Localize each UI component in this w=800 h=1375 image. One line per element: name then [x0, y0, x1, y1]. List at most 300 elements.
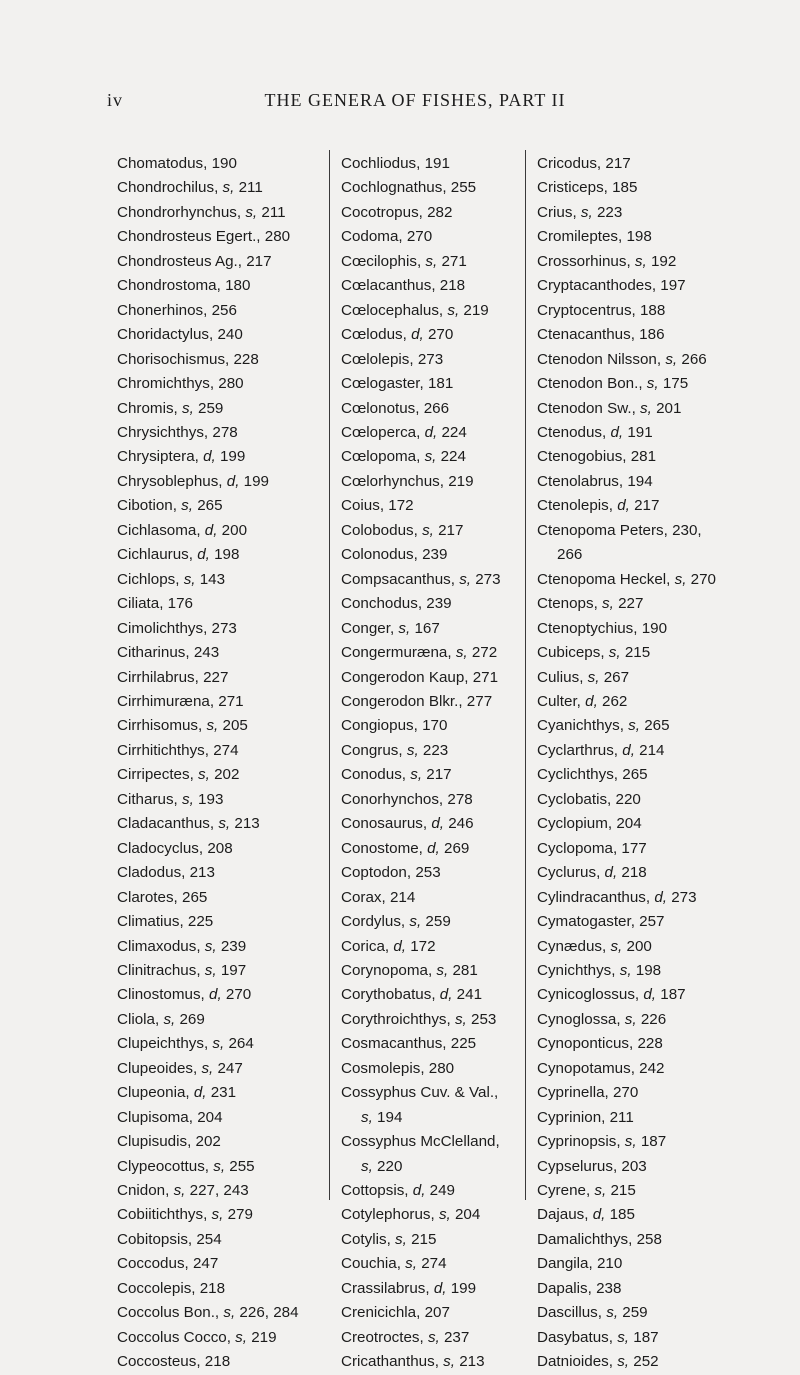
page-reference: 187 — [629, 1328, 659, 1346]
page-reference: 213 — [454, 1353, 485, 1371]
index-entry — [117, 152, 327, 176]
genus-name: Cynicoglossus, — [537, 986, 640, 1004]
index-entry — [117, 592, 327, 616]
page-reference: 228 — [633, 1035, 663, 1053]
status-marker: s, — [421, 252, 438, 270]
genus-name: Cyclobatis, — [537, 790, 612, 808]
index-column-3 — [537, 152, 737, 1375]
genus-name: Colonodus, — [341, 546, 418, 564]
genus-name: Dajaus, — [537, 1206, 589, 1224]
index-entry — [341, 959, 518, 983]
index-entry — [537, 421, 737, 445]
genus-name: Ctenops, — [537, 595, 598, 613]
index-entry — [341, 1301, 518, 1325]
page-reference: 200 — [622, 937, 652, 955]
genus-name: Chondrorhynchus, — [117, 203, 242, 221]
genus-name: Cladodus, — [117, 864, 186, 882]
page-reference: 197 — [216, 961, 247, 979]
status-marker: s, — [661, 350, 678, 368]
status-marker: s, — [361, 1157, 373, 1175]
index-entry — [537, 1057, 737, 1081]
page-number: iv — [107, 90, 124, 110]
page-reference: 218 — [435, 277, 466, 295]
page-reference: 266 — [419, 399, 450, 417]
genus-name: Cœlocephalus, — [341, 301, 444, 319]
index-entry — [117, 225, 327, 249]
index-entry — [537, 1203, 737, 1227]
index-entry — [117, 812, 327, 836]
page-reference: 187 — [656, 986, 686, 1004]
page-reference: 242 — [634, 1059, 665, 1077]
status-marker: s, — [218, 179, 235, 197]
status-marker: s, — [179, 570, 196, 588]
genus-name: Cyprinion, — [537, 1108, 606, 1126]
status-marker: d, — [435, 986, 453, 1004]
page-reference: 266 — [677, 350, 707, 368]
page-reference: 227 — [613, 595, 644, 613]
status-marker: s, — [420, 448, 437, 466]
index-entry — [341, 1228, 518, 1252]
genus-name: Cirrhimuræna, — [117, 692, 215, 710]
genus-name: Cichlasoma, — [117, 521, 201, 539]
status-marker: s, — [400, 1255, 417, 1273]
page-reference: 271 — [468, 668, 499, 686]
page-reference: 217 — [241, 252, 272, 270]
genus-name: Clupisoma, — [117, 1108, 193, 1126]
status-marker: s, — [202, 717, 219, 735]
genus-name: Cyclichthys, — [537, 766, 619, 784]
page-reference: 230, — [667, 521, 702, 539]
page-reference: 239 — [422, 595, 452, 613]
genus-name: Clupisudis, — [117, 1133, 192, 1151]
index-entry — [341, 445, 518, 469]
page-reference: 217 — [433, 521, 464, 539]
status-marker: d, — [612, 497, 630, 515]
page-reference: 269 — [175, 1010, 205, 1028]
page-reference: 199 — [239, 472, 269, 490]
index-entry — [341, 1081, 518, 1105]
status-marker: s, — [230, 1328, 247, 1346]
genus-name: Cyrene, — [537, 1182, 591, 1200]
genus-name: Cynichthys, — [537, 961, 616, 979]
page-reference: 188 — [635, 301, 666, 319]
index-entry — [117, 323, 327, 347]
page-reference: 262 — [597, 692, 628, 710]
index-entry — [537, 910, 737, 934]
status-marker: s, — [451, 644, 468, 662]
genus-name: Cirrhisomus, — [117, 717, 203, 735]
status-marker: s, — [394, 619, 411, 637]
genus-name: Chondrochilus, — [117, 179, 219, 197]
index-entry — [341, 299, 518, 323]
page-reference: 194 — [623, 472, 653, 490]
page-reference: 215 — [406, 1230, 437, 1248]
genus-name: Corythobatus, — [341, 986, 436, 1004]
index-entry — [341, 617, 518, 641]
status-marker: s, — [615, 961, 632, 979]
index-entry — [341, 910, 518, 934]
genus-name: Cryptocentrus, — [537, 301, 636, 319]
index-entry — [537, 935, 737, 959]
genus-name: Chonerhinos, — [117, 301, 208, 319]
index-column-2 — [341, 152, 518, 1375]
genus-name: Corythroichthys, — [341, 1010, 451, 1028]
index-entry — [537, 1081, 737, 1105]
index-entry — [537, 861, 737, 885]
index-entry — [537, 788, 737, 812]
index-entry — [341, 1203, 518, 1227]
genus-name: Cochlognathus, — [341, 179, 447, 197]
genus-name: Couchia, — [341, 1255, 401, 1273]
genus-name: Congermuræna, — [341, 644, 452, 662]
genus-name: Culter, — [537, 692, 581, 710]
index-entry — [117, 250, 327, 274]
index-entry — [537, 763, 737, 787]
genus-name: Clarotes, — [117, 888, 178, 906]
genus-name: Ciliata, — [117, 595, 164, 613]
index-entry — [537, 1106, 737, 1130]
page-reference: 265 — [177, 888, 208, 906]
index-entry — [341, 1155, 518, 1179]
page-reference: 197 — [656, 277, 686, 295]
page-reference: 264 — [224, 1035, 254, 1053]
genus-name: Congiopus, — [341, 717, 418, 735]
page-reference: 219 — [459, 301, 489, 319]
index-entry — [117, 1179, 327, 1203]
index-entry — [341, 1252, 518, 1276]
page-reference: 143 — [195, 570, 226, 588]
index-entry — [341, 1008, 518, 1032]
index-entry — [537, 1008, 737, 1032]
index-entry — [117, 861, 327, 885]
genus-name: Cyprinella, — [537, 1084, 609, 1102]
genus-name: Cœloperca, — [341, 423, 421, 441]
genus-name: Cottopsis, — [341, 1182, 409, 1200]
page-reference: 201 — [651, 399, 682, 417]
genus-name: Clinostomus, — [117, 986, 205, 1004]
index-entry — [341, 274, 518, 298]
page-reference: 273 — [207, 619, 237, 637]
genus-name: Damalichthys, — [537, 1230, 633, 1248]
genus-name: Chorisochismus, — [117, 350, 230, 368]
page-reference: 280 — [214, 375, 244, 393]
genus-name: Dascillus, — [537, 1304, 602, 1322]
genus-name: Chrysichthys, — [117, 423, 209, 441]
page-reference: 259 — [193, 399, 224, 417]
index-entry — [117, 1057, 327, 1081]
status-marker: s, — [423, 1328, 440, 1346]
status-marker: s, — [405, 913, 422, 931]
index-entry — [341, 568, 518, 592]
page-reference: 224 — [437, 423, 467, 441]
page-reference: 253 — [411, 864, 441, 882]
genus-name: Ctenodon Nilsson, — [537, 350, 662, 368]
genus-name: Crenicichla, — [341, 1304, 421, 1322]
genus-name: Ctenodus, — [537, 423, 607, 441]
status-marker: s, — [390, 1230, 407, 1248]
status-marker: s, — [620, 1010, 637, 1028]
page-reference: 270 — [423, 326, 454, 344]
page-reference: 274 — [417, 1255, 447, 1273]
index-entry — [117, 739, 327, 763]
page-reference: 271 — [214, 692, 244, 710]
page-reference: 214 — [634, 741, 665, 759]
index-entry — [341, 397, 518, 421]
genus-name: Cœlolepis, — [341, 350, 414, 368]
page-reference: 269 — [439, 839, 470, 857]
page-reference: 199 — [215, 448, 246, 466]
page-reference: 217 — [422, 766, 452, 784]
genus-name: Cricathanthus, — [341, 1353, 439, 1371]
status-marker: s, — [604, 644, 621, 662]
genus-name: Clupeonia, — [117, 1084, 190, 1102]
page-reference: 208 — [203, 839, 233, 857]
page-header — [0, 0, 800, 140]
index-entry — [537, 1130, 737, 1154]
genus-name: Ctenodon Sw., — [537, 399, 636, 417]
page-reference: 227 — [198, 668, 229, 686]
index-entry — [117, 543, 327, 567]
genus-name: Culius, — [537, 668, 584, 686]
index-column-1 — [117, 152, 327, 1375]
status-marker: s, — [620, 1133, 637, 1151]
index-entry — [117, 1008, 327, 1032]
page-reference: 218 — [200, 1353, 231, 1371]
page-reference: 218 — [195, 1279, 226, 1297]
page-reference: 223 — [418, 741, 449, 759]
status-marker: s, — [438, 1353, 455, 1371]
genus-name: Ctenolepis, — [537, 497, 613, 515]
status-marker: s, — [583, 668, 600, 686]
index-entry — [537, 1350, 737, 1374]
index-entry — [537, 397, 737, 421]
status-marker: d, — [580, 692, 598, 710]
genus-name: Citharus, — [117, 790, 178, 808]
index-entry — [537, 1032, 737, 1056]
index-entry — [537, 617, 737, 641]
index-entry — [341, 886, 518, 910]
page-reference: 172 — [406, 937, 436, 955]
index-entry — [117, 372, 327, 396]
genus-name: Climatius, — [117, 913, 184, 931]
index-entry — [537, 152, 737, 176]
genus-name: Crossorhinus, — [537, 252, 631, 270]
genus-name: Cotylis, — [341, 1230, 391, 1248]
index-entry — [341, 421, 518, 445]
page-reference: 211 — [234, 179, 263, 197]
index-entry — [341, 1326, 518, 1350]
index-entry — [341, 690, 518, 714]
index-entry — [117, 568, 327, 592]
page-reference: 240 — [213, 326, 243, 344]
index-entry — [341, 1350, 518, 1374]
page-reference: 186 — [634, 326, 665, 344]
status-marker: s, — [642, 375, 659, 393]
page-reference: 280 — [424, 1059, 455, 1077]
genus-name: Ctenodon Bon., — [537, 375, 643, 393]
index-entry — [341, 935, 518, 959]
page-reference: 167 — [410, 619, 440, 637]
index-entry — [341, 592, 518, 616]
index-entry — [341, 983, 518, 1007]
page-reference: 273 — [413, 350, 444, 368]
index-entry — [537, 274, 737, 298]
page-reference: 249 — [425, 1182, 455, 1200]
genus-name: Cossyphus Cuv. & Val., — [341, 1084, 499, 1102]
status-marker: s, — [417, 521, 434, 539]
status-marker: s, — [434, 1206, 451, 1224]
page-reference: 213 — [185, 864, 215, 882]
genus-name: Corica, — [341, 937, 390, 955]
genus-name: Cotylephorus, — [341, 1206, 435, 1224]
genus-name: Cirripectes, — [117, 766, 194, 784]
page-reference: 190 — [207, 155, 237, 172]
index-entry — [537, 299, 737, 323]
index-entry — [341, 176, 518, 200]
page-reference: 218 — [617, 864, 647, 882]
index-entry — [537, 690, 737, 714]
genus-name: Cyclopium, — [537, 815, 613, 833]
status-marker: s, — [443, 301, 460, 319]
genus-name: Chrysoblephus, — [117, 472, 223, 490]
index-entry — [117, 714, 327, 738]
status-marker: d, — [588, 1206, 606, 1224]
genus-name: Clupeoides, — [117, 1059, 198, 1077]
status-marker: d, — [406, 326, 424, 344]
index-entry — [117, 1252, 327, 1276]
genus-name: Codoma, — [341, 228, 403, 246]
page-reference: 270 — [402, 228, 433, 246]
genus-name: Cricodus, — [537, 155, 602, 172]
index-entry — [537, 886, 737, 910]
status-marker: d, — [650, 888, 668, 906]
status-marker: s, — [670, 570, 687, 588]
page-reference: 217 — [629, 497, 660, 515]
index-entry — [341, 641, 518, 665]
status-marker: s, — [176, 497, 193, 515]
genus-name: Conorhynchos, — [341, 790, 444, 808]
index-entry — [341, 666, 518, 690]
page-reference: 228 — [229, 350, 259, 368]
index-entry — [537, 250, 737, 274]
status-marker: s, — [209, 1157, 226, 1175]
genus-name: Cœlorhynchus, — [341, 472, 444, 490]
page-reference: 253 — [466, 1010, 497, 1028]
page-reference: 271 — [437, 252, 467, 270]
status-marker: s, — [450, 1010, 467, 1028]
status-marker: d, — [427, 815, 445, 833]
status-marker: s, — [597, 595, 614, 613]
genus-name: Congerodon Kaup, — [341, 668, 469, 686]
index-entry — [341, 1106, 518, 1130]
genus-name: Chromis, — [117, 399, 178, 417]
genus-name: Coccosteus, — [117, 1353, 201, 1371]
page-reference: 217 — [601, 155, 631, 172]
genus-name: Cypselurus, — [537, 1157, 618, 1175]
page-reference: 214 — [385, 888, 416, 906]
status-marker: d, — [222, 472, 240, 490]
status-marker: s, — [454, 570, 472, 588]
genus-name: Cœlacanthus, — [341, 277, 436, 295]
status-marker: s, — [193, 766, 210, 784]
genus-name: Cymatogaster, — [537, 913, 635, 931]
index-entry — [117, 641, 327, 665]
genus-name: Cnidon, — [117, 1182, 170, 1200]
page-reference: 211 — [605, 1108, 634, 1126]
status-marker: s, — [208, 1035, 225, 1053]
genus-name: Cryptacanthodes, — [537, 277, 657, 295]
index-entry — [117, 470, 327, 494]
genus-name: Ctenoptychius, — [537, 619, 638, 637]
index-entry — [341, 1057, 518, 1081]
genus-name: Cliola, — [117, 1010, 160, 1028]
index-entry — [117, 690, 327, 714]
page-reference: 213 — [230, 815, 260, 833]
genus-name: Cynædus, — [537, 937, 607, 955]
status-marker: s, — [219, 1304, 236, 1322]
genus-name: Cynoponticus, — [537, 1035, 634, 1053]
status-marker: d, — [189, 1084, 207, 1102]
status-marker: d, — [639, 986, 657, 1004]
page-reference: 277 — [462, 692, 493, 710]
genus-name: Cossyphus McClelland, — [341, 1133, 500, 1151]
page-reference: 202 — [191, 1133, 221, 1151]
status-marker: d, — [200, 521, 218, 539]
index-entry — [537, 1228, 737, 1252]
genus-name: Clypeocottus, — [117, 1157, 210, 1175]
page-reference: 266 — [557, 546, 583, 564]
page-reference: 273 — [471, 570, 501, 588]
genus-name: Cladocyclus, — [117, 839, 204, 857]
status-marker: d, — [204, 986, 222, 1004]
running-head: THE GENERA OF FISHES, PART II — [264, 90, 566, 110]
page-reference: 274 — [209, 741, 239, 759]
index-entry — [537, 739, 737, 763]
index-entry — [537, 714, 737, 738]
page-reference: 176 — [163, 595, 193, 613]
index-entry — [537, 568, 737, 592]
page-reference: 252 — [629, 1353, 659, 1371]
genus-name: Cimolichthys, — [117, 619, 208, 637]
index-entry — [537, 176, 737, 200]
genus-name: Ctenacanthus, — [537, 326, 635, 344]
page-reference: 247 — [188, 1255, 219, 1273]
page-reference: 259 — [618, 1304, 648, 1322]
page-reference: 175 — [658, 375, 689, 393]
index-entry — [117, 274, 327, 298]
index-entry — [341, 1130, 518, 1154]
genus-name: Cladacanthus, — [117, 815, 215, 833]
index-entry — [117, 910, 327, 934]
genus-name: Cœcilophis, — [341, 252, 422, 270]
genus-name: Cœlopoma, — [341, 448, 421, 466]
page-reference: 270 — [608, 1084, 639, 1102]
page-reference: 231 — [206, 1084, 237, 1102]
genus-name: Ctenogobius, — [537, 448, 627, 466]
genus-name: Citharinus, — [117, 644, 190, 662]
index-entry — [537, 323, 737, 347]
genus-name: Conger, — [341, 619, 395, 637]
page-reference: 220 — [611, 790, 641, 808]
index-entry — [117, 1106, 327, 1130]
page-reference: 210 — [592, 1255, 623, 1273]
column-rule — [329, 150, 330, 1200]
genus-name: Coccodus, — [117, 1255, 189, 1273]
index-entry — [117, 299, 327, 323]
index-entry — [537, 1301, 737, 1325]
index-entry — [341, 812, 518, 836]
index-entry — [341, 763, 518, 787]
